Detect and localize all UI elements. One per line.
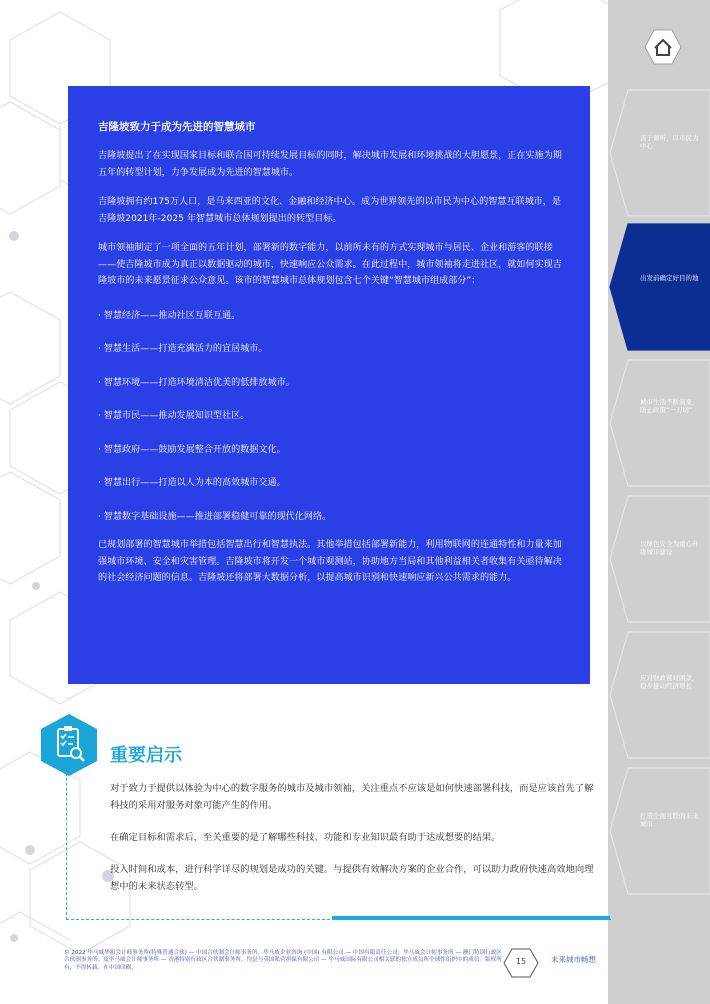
sidebar-tab-label: 以绿色安全为重心升级城市建设 xyxy=(640,540,699,556)
sidebar-tab-hex xyxy=(608,358,710,490)
sidebar-tab-2[interactable] xyxy=(608,222,710,340)
takeaways-title: 重要启示 xyxy=(110,745,182,766)
page-number: 15 xyxy=(515,957,527,966)
sidebar-tab-label: 善于倾听，以市民为中心 xyxy=(640,134,699,150)
article-heading: 吉隆坡致力于成为先进的智慧城市 xyxy=(98,121,256,133)
article-closing: 已规划部署的智慧城市举措包括智慧出行和智慧执法。其他举措包括部署新能力，利用物联网的连通特性和力量来加强城市环境、安全和灾害管理。吉隆坡市将开发一个城市观测站，协助地方当局和其他利益相关者收集有关亟待解决的社会经济问题的信息。吉隆坡还将部署大数据分析，以提高城市识别和快速响应新兴公共需求的能力。 xyxy=(98,540,562,583)
takeaway-paragraph: 对于致力于提供以体验为中心的数字服务的城市及城市领袖，关注重点不应该是如何快速部署科技，而是应该首先了解科技的采用对服务对象可能产生的作用。 xyxy=(110,783,594,811)
accent-divider xyxy=(332,916,610,920)
sidebar-tab-1[interactable] xyxy=(608,88,710,206)
article-box xyxy=(68,86,590,684)
sidebar-tab-hex xyxy=(608,630,710,762)
list-item: · 智慧数字基础设施——推进部署稳健可靠的现代化网络。 xyxy=(98,511,332,522)
takeaway-paragraph: 投入时间和成本，进行科学详尽的规划是成功的关键。与提供有效解决方案的企业合作，可以助力政府快速高效地向理想中的未来状态转型。 xyxy=(110,864,594,892)
sidebar-tab-5[interactable] xyxy=(608,630,710,748)
sidebar-tab-hex xyxy=(608,88,710,220)
list-item: · 智慧政府——鼓励发展整合开放的数据文化。 xyxy=(98,444,286,455)
smart-city-components-list xyxy=(98,308,568,526)
article-paragraph: 吉隆坡提出了在实现国家目标和联合国可持续发展目标的同时，解决城市发展和环境挑战的大胆愿景，正在实施为期五年的转型计划，力争发展成为先进的智慧城市。 xyxy=(98,151,562,178)
footer-legal: © 2022 毕马威华振会计师事务所(特殊普通合伙) — 中国合伙制会计师事务所；毕马威企业咨询 (中国) 有限公司 — 中国有限责任公司；毕马威会计师事务所 — 澳门特别行政区合伙制事务所；及毕马威会计师事务所 — 香港特别行政区合伙制事务所，均是与英国私营担保有限公司 — 毕马威国际有限公司相关联的独立成员所全球性组织中的成员。版权所有，不得转载。在中国印刷。 xyxy=(64,950,502,971)
sidebar-tab-hex xyxy=(608,222,710,354)
takeaway-paragraph: 在确定目标和需求后，至关重要的是了解哪些科技、功能和专业知识最有助于达成想要的结果。 xyxy=(110,832,501,843)
sidebar-tab-label: 城市生活不断演变，防止政策“一刀切” xyxy=(640,398,699,414)
sidebar-tab-hex xyxy=(608,766,710,898)
sidebar-tab-6[interactable] xyxy=(608,766,710,884)
home-icon[interactable] xyxy=(644,28,682,66)
list-item: · 智慧出行——打造以人为本的高效城市交通。 xyxy=(98,478,286,488)
sidebar-tab-4[interactable] xyxy=(608,494,710,612)
article-paragraph: 城市领袖制定了一项全面的五年计划，部署新的数字能力，以前所未有的方式实现城市与居民、企业和游客的联接——使吉隆坡市成为真正以数据驱动的城市，快速响应公众需求。在此过程中，城市领袖将走进社区，就如何实现吉隆坡市的未来愿景征求公众意见。该市的智慧城市总体规划包含七个关键“智慧城市组成部分”： xyxy=(98,243,562,286)
sidebar-tab-label: 打造全面互联的未来城市 xyxy=(640,812,699,828)
sidebar-tab-label: 出发前确定好目的地 xyxy=(640,274,699,282)
sidebar-tab-3[interactable] xyxy=(608,358,710,476)
list-item: · 智慧生活——打造充满活力的宜居城市。 xyxy=(98,344,268,354)
footer-doc-title: 未来城市畅想 xyxy=(551,955,596,964)
takeaways-body xyxy=(110,780,598,910)
page-number-badge xyxy=(503,948,539,978)
article-paragraph: 吉隆坡拥有约175万人口，是马来西亚的文化、金融和经济中心。成为世界领先的以市民为中心的智慧互联城市，是吉隆坡2021年-2025 年智慧城市总体规划提出的转型目标。 xyxy=(98,197,561,224)
sidebar-tab-label: 应对财政紧时困款，稳步推动经济增长 xyxy=(640,674,699,690)
list-item: · 智慧环境——打造环境清洁优美的低排放城市。 xyxy=(98,377,295,388)
list-item: · 智慧经济——推动社区互联互通。 xyxy=(98,310,241,321)
list-item: · 智慧市民——推动发展知识型社区。 xyxy=(98,411,250,421)
sidebar-tab-hex xyxy=(608,494,710,626)
checklist-magnifier-icon xyxy=(38,712,100,778)
